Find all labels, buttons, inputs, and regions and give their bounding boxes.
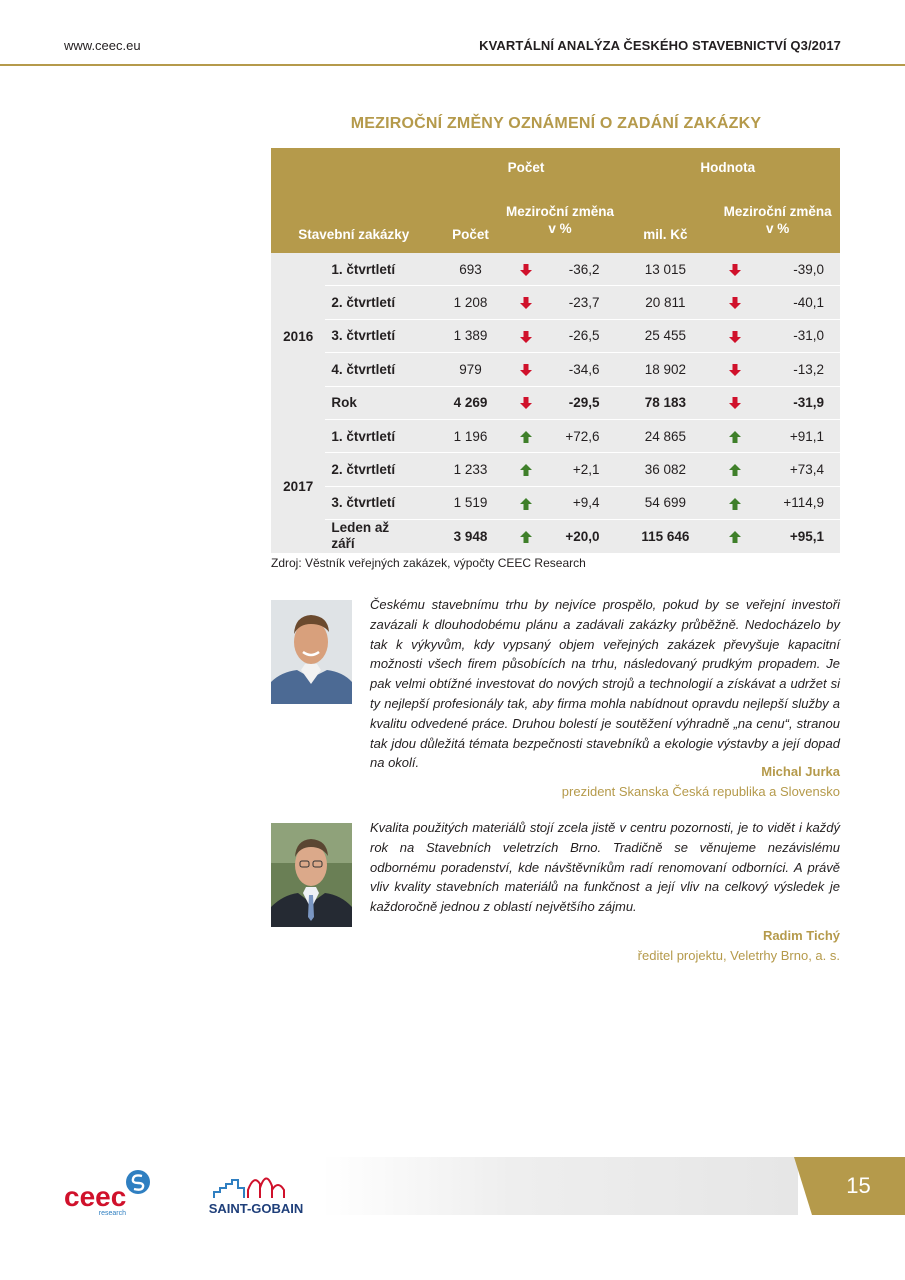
col-header-yoy-value [715, 186, 840, 253]
value-change-cell: +91,1 [754, 419, 840, 452]
value-cell: 18 902 [616, 353, 716, 386]
value-cell: 24 865 [616, 419, 716, 452]
value-cell: 54 699 [616, 486, 716, 519]
value-trend-cell [715, 419, 754, 452]
count-trend-cell [504, 253, 547, 286]
count-trend-cell [504, 453, 547, 486]
ceec-logo-sub: research [98, 1210, 126, 1217]
count-cell: 3 948 [436, 520, 504, 553]
count-change-cell: -34,6 [548, 353, 616, 386]
contracts-table [271, 148, 840, 554]
arrow-down-icon [728, 396, 742, 410]
value-trend-cell [715, 353, 754, 386]
count-change-cell: -29,5 [548, 386, 616, 419]
value-cell: 115 646 [616, 520, 716, 553]
arrow-up-icon [519, 463, 533, 477]
ceec-logo-graphic [64, 1168, 154, 1218]
period-cell: 2. čtvrtletí [325, 286, 436, 319]
arrow-down-icon [519, 396, 533, 410]
footer-band [322, 1157, 798, 1215]
portrait-michal-jurka [271, 600, 352, 704]
col-header-yoy-line2: v % [548, 220, 572, 236]
arrow-down-icon [728, 330, 742, 344]
count-cell: 4 269 [436, 386, 504, 419]
period-cell [325, 520, 436, 553]
page-header [0, 0, 905, 66]
value-trend-cell [715, 319, 754, 352]
saint-gobain-logo[interactable] [198, 1166, 314, 1218]
site-url[interactable]: www.ceec.eu [64, 38, 141, 53]
table-source: Zdroj: Věstník veřejných zakázek, výpočty CEEC Research [271, 556, 586, 570]
arrow-up-icon [519, 497, 533, 511]
year-cell: 2017 [271, 419, 325, 553]
table-row [271, 386, 840, 419]
saint-gobain-text: SAINT-GOBAIN [208, 1201, 304, 1216]
arrow-down-icon [519, 296, 533, 310]
period-cell: 3. čtvrtletí [325, 319, 436, 352]
col-header-count: Počet [436, 186, 504, 253]
arrow-down-icon [728, 296, 742, 310]
group-header-count: Počet [436, 148, 615, 186]
portrait-radim-tichy [271, 823, 352, 927]
arrow-up-icon [519, 430, 533, 444]
value-trend-cell [715, 486, 754, 519]
quote-author-1: Michal Jurka [761, 764, 840, 779]
period-cell: 2. čtvrtletí [325, 453, 436, 486]
count-change-cell: -23,7 [548, 286, 616, 319]
arrow-down-icon [728, 363, 742, 377]
ceec-logo-text: ceec [64, 1181, 127, 1212]
period-cell: 4. čtvrtletí [325, 353, 436, 386]
value-change-cell: -31,9 [754, 386, 840, 419]
report-title: KVARTÁLNÍ ANALÝZA ČESKÉHO STAVEBNICTVÍ Q3/2017 [479, 38, 841, 53]
value-trend-cell [715, 520, 754, 553]
value-cell: 78 183 [616, 386, 716, 419]
col-header-yoy-line1: Meziroční změna [506, 203, 615, 219]
arrow-up-icon [728, 530, 742, 544]
arrow-up-icon [728, 497, 742, 511]
value-change-cell: -13,2 [754, 353, 840, 386]
value-change-cell: -40,1 [754, 286, 840, 319]
count-trend-cell [504, 419, 547, 452]
table-row [271, 353, 840, 386]
table-row [271, 319, 840, 352]
count-change-cell: +9,4 [548, 486, 616, 519]
quote-text-2: Kvalita použitých materiálů stojí zcela jistě v centru pozornosti, je to vidět i každý rok na Stavebních veletrzích Brno. Tradičně se věnujeme nezávislému odbornému poradenství, kde návštěvníkům radí renomovaní odborníci. A právě vliv kvality stavebních materiálů na funkčnost a její vliv na celkový výsledek je každoročně jednou z oblastí největšího zájmu. [370, 820, 840, 915]
count-cell: 1 519 [436, 486, 504, 519]
count-cell: 1 389 [436, 319, 504, 352]
count-change-cell: -26,5 [548, 319, 616, 352]
count-trend-cell [504, 286, 547, 319]
value-change-cell: -39,0 [754, 253, 840, 286]
table-row [271, 419, 840, 452]
value-cell: 25 455 [616, 319, 716, 352]
portrait-image [271, 600, 352, 704]
arrow-up-icon [728, 463, 742, 477]
count-trend-cell [504, 520, 547, 553]
arrow-down-icon [519, 263, 533, 277]
period-cell: 1. čtvrtletí [325, 419, 436, 452]
table-row [271, 453, 840, 486]
count-trend-cell [504, 319, 547, 352]
count-change-cell: +20,0 [548, 520, 616, 553]
count-cell: 1 196 [436, 419, 504, 452]
value-change-cell: +95,1 [754, 520, 840, 553]
value-trend-cell [715, 453, 754, 486]
count-trend-cell [504, 386, 547, 419]
value-trend-cell [715, 253, 754, 286]
quote-author-role-2: ředitel projektu, Veletrhy Brno, a. s. [637, 948, 840, 963]
period-line1: Leden až [331, 520, 390, 536]
col-header-yoy2-line2: v % [766, 220, 790, 236]
portrait-image [271, 823, 352, 927]
value-change-cell: -31,0 [754, 319, 840, 352]
value-trend-cell [715, 286, 754, 319]
table-title: MEZIROČNÍ ZMĚNY OZNÁMENÍ O ZADÁNÍ ZAKÁZKY [350, 115, 762, 132]
table-row [271, 253, 840, 286]
count-change-cell: +2,1 [548, 453, 616, 486]
value-cell: 13 015 [616, 253, 716, 286]
value-cell: 36 082 [616, 453, 716, 486]
col-header-contracts: Stavební zakázky [271, 186, 436, 253]
arrow-up-icon [728, 430, 742, 444]
count-cell: 693 [436, 253, 504, 286]
count-change-cell: -36,2 [548, 253, 616, 286]
header-blank [271, 148, 436, 186]
value-change-cell: +73,4 [754, 453, 840, 486]
period-cell: 3. čtvrtletí [325, 486, 436, 519]
col-header-yoy-count [504, 186, 615, 253]
value-cell: 20 811 [616, 286, 716, 319]
year-cell: 2016 [271, 253, 325, 419]
count-trend-cell [504, 353, 547, 386]
table-row [271, 286, 840, 319]
col-header-mil: mil. Kč [616, 186, 716, 253]
quote-author-role-1: prezident Skanska Česká republika a Slovensko [561, 784, 840, 799]
value-trend-cell [715, 386, 754, 419]
arrow-down-icon [519, 330, 533, 344]
table-row [271, 486, 840, 519]
value-change-cell: +114,9 [754, 486, 840, 519]
col-header-yoy2-line1: Meziroční změna [723, 203, 832, 219]
period-cell: 1. čtvrtletí [325, 253, 436, 286]
period-cell: Rok [325, 386, 436, 419]
arrow-down-icon [728, 263, 742, 277]
quote-author-2: Radim Tichý [762, 928, 840, 943]
arrow-up-icon [519, 530, 533, 544]
count-change-cell: +72,6 [548, 419, 616, 452]
count-cell: 1 208 [436, 286, 504, 319]
period-line2: září [331, 536, 355, 552]
saint-gobain-logo-graphic [198, 1166, 314, 1218]
count-cell: 979 [436, 353, 504, 386]
ceec-research-logo[interactable] [64, 1168, 154, 1218]
table-row [271, 520, 840, 553]
arrow-down-icon [519, 363, 533, 377]
count-cell: 1 233 [436, 453, 504, 486]
quote-text-1: Českému stavebnímu trhu by nejvíce prospělo, pokud by se veřejní investoři zavázali k dlouhodobému plánu a zadávali zakázky průběžně. Nedocházelo by tak k výkyvům, kdy vypsaný objem veřejných zakázek převyšuje kapacitní možnosti všech firem působících na trhu, následovaný prudkým propadem. Je pak velmi obtížné investovat do nových strojů a technologií a získávat a udržet si ty nejlepší profesionály tak, aby firma mohla nabídnout opravdu nejlepší služby a kvalitu odvedené práce. Druhou bolestí je soutěžení výhradně „na cenu“, stranou tak jdou důležitá témata bezpečnosti stavebníků a ekologie výstavby a její dopad na okolí. [370, 597, 840, 771]
group-header-value: Hodnota [616, 148, 840, 186]
page-number: 15 [846, 1173, 871, 1198]
count-trend-cell [504, 486, 547, 519]
